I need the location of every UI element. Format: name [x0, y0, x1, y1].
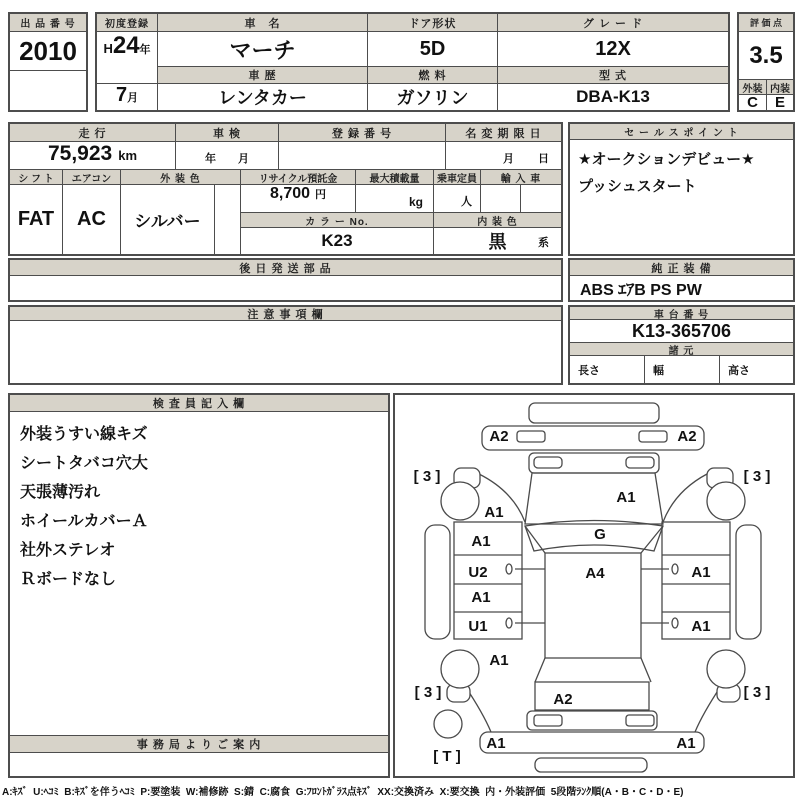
capacity-unit: 人 [461, 196, 472, 208]
model-value: DBA-K13 [497, 84, 728, 110]
equipment-value: ABS ｴｱB PS PW [580, 281, 702, 299]
spare-tire-code: [ T ] [433, 748, 461, 765]
inspector-note-line: 天張薄汚れ [20, 484, 101, 501]
office-content [10, 753, 388, 776]
dimension-width-label: 幅 [653, 364, 664, 377]
panel-code: A1 [489, 652, 509, 669]
caution-content [10, 321, 561, 383]
grade-value: 12X [497, 32, 728, 67]
shaken-value [175, 142, 278, 170]
first-reg-year [97, 32, 157, 84]
front-bumper-insert-left [517, 431, 545, 442]
front-bumper-insert-right [639, 431, 667, 442]
grade-label: グ レ ー ド [497, 14, 728, 32]
lot-number-value: 2010 [19, 35, 77, 66]
lot-number-box [8, 12, 88, 112]
name-change-month-suffix: 月 [503, 153, 514, 165]
first-reg-month-num: 7 [115, 84, 128, 106]
a-pillar-left [525, 526, 545, 553]
exterior-grade-value: C [747, 94, 758, 111]
first-reg-year-num: 24 [112, 32, 140, 59]
ext-color-sub-cell [214, 185, 240, 254]
model-label: 型 式 [497, 67, 728, 84]
inspector-note-line: シートタバコ穴大 [20, 455, 148, 472]
panel-code: G [594, 526, 606, 543]
dimension-height-label: 高さ [728, 364, 750, 377]
legend-text: A:ｷｽﾞ U:ﾍｺﾐ B:ｷｽﾞを伴うﾍｺﾐ P:要塗装 W:補修跡 S:錆 C:腐食 G:ﾌﾛﾝﾄｶﾞﾗｽ点ｷｽﾞ XX:交換済み X:要交換 内・外装評価 5段階ﾗﾝｸ順(A・B・C・D・E) [2, 787, 684, 798]
score-box [737, 12, 795, 112]
tire-depth-code: [ 3 ] [414, 684, 442, 701]
car-name-label: 車 名 [157, 14, 367, 32]
sales-point-line: ★オークションデビュー★ [578, 151, 755, 168]
panel-code: U1 [468, 618, 488, 635]
shift-value: FAT [17, 208, 55, 230]
history-label: 車 歴 [157, 67, 367, 84]
mileage-unit: km [118, 148, 138, 163]
import-cell-left [480, 185, 520, 213]
door-handle-left-rear [506, 618, 512, 628]
spec-table [8, 122, 563, 256]
capacity-value [433, 185, 480, 213]
dimension-width-cell [644, 356, 719, 383]
max-load-unit: kg [408, 195, 423, 209]
rear-lower-strip [535, 758, 647, 772]
history-value: レンタカー [157, 84, 367, 110]
recycle-value [240, 185, 355, 213]
door-handle-right-rear [672, 618, 678, 628]
inspector-label: 検 査 員 記 入 欄 [10, 395, 388, 412]
inspector-note-line: ホイールカバーＡ [20, 513, 148, 530]
fuel-label: 燃 料 [367, 67, 497, 84]
headlight-right [626, 457, 654, 468]
inspector-note-line: 社外ステレオ [20, 542, 116, 559]
tire-depth-code: [ 3 ] [743, 684, 771, 701]
fender-line-front-right [663, 474, 707, 522]
int-color-main: 黒 [488, 232, 507, 252]
panel-code: A2 [553, 691, 573, 708]
mileage-label: 走 行 [10, 124, 175, 142]
panel-code: A1 [471, 533, 491, 550]
panel-code: A1 [691, 618, 711, 635]
car-name-value: マーチ [157, 32, 367, 67]
name-change-label: 名 変 期 限 日 [445, 124, 561, 142]
interior-grade-value: E [766, 95, 793, 110]
capacity-label: 乗車定員 [433, 170, 480, 185]
ext-color-value: シルバー [120, 185, 214, 254]
first-reg-year-suffix: 年 [139, 44, 151, 56]
wheel-rear-right [707, 650, 745, 688]
headlight-bar [529, 453, 659, 473]
inspector-box [8, 393, 390, 778]
equipment-box [568, 258, 795, 302]
panel-code: A1 [471, 589, 491, 606]
caution-box [8, 305, 563, 385]
wheel-front-left [441, 482, 479, 520]
first-reg-month [97, 84, 157, 110]
hood-panel [525, 473, 663, 524]
panel-code: A2 [489, 428, 509, 445]
panel-code: A1 [486, 735, 506, 752]
first-reg-era: H [103, 41, 113, 56]
sales-point-line: プッシュスタート [578, 178, 697, 195]
reg-no-label: 登 録 番 号 [278, 124, 445, 142]
mileage-value [10, 142, 175, 170]
aircon-value: AC [62, 185, 120, 254]
dimension-length-cell [570, 356, 644, 383]
a-pillar-right [641, 526, 663, 553]
shaken-label: 車 検 [175, 124, 278, 142]
equipment-label: 純 正 装 備 [570, 260, 793, 276]
door-handle-left-front [506, 564, 512, 574]
ship-later-label: 後 日 発 送 部 品 [10, 260, 561, 276]
headlight-left [534, 457, 562, 468]
front-cowl-strip [529, 403, 659, 423]
score-label: 評 価 点 [739, 14, 793, 32]
reg-no-value [278, 142, 445, 170]
tire-depth-code: [ 3 ] [413, 468, 441, 485]
panel-code: A2 [677, 428, 697, 445]
spare-tire [434, 710, 462, 738]
rear-hatch [535, 682, 649, 710]
dimension-height-cell [719, 356, 793, 383]
panel-code: A1 [676, 735, 696, 752]
panel-code: U2 [468, 564, 488, 581]
first-reg-month-suffix: 月 [127, 92, 139, 104]
recycle-num: 8,700 [269, 185, 311, 202]
inspector-note-line: Ｒボードなし [20, 571, 117, 588]
name-change-day-suffix: 日 [538, 153, 549, 165]
shaken-month-suffix: 月 [238, 153, 249, 165]
ship-later-box [8, 258, 563, 302]
fuel-value: ガソリン [367, 84, 497, 110]
c-pillar-left [535, 658, 545, 682]
first-reg-label: 初度登録 [97, 14, 157, 32]
caution-label: 注 意 事 項 欄 [10, 307, 561, 321]
damage-diagram-box [393, 393, 795, 778]
import-label: 輸 入 車 [480, 170, 561, 185]
aircon-label: エアコン [62, 170, 120, 185]
panel-code: A1 [616, 489, 636, 506]
ext-color-label: 外 装 色 [120, 170, 240, 185]
taillight-right [626, 715, 654, 726]
max-load-value [355, 185, 433, 213]
vehicle-info-table [95, 12, 730, 112]
doors-value: 5D [367, 32, 497, 67]
rocker-rail-right [736, 525, 761, 639]
exterior-grade-label: 外装 [739, 80, 766, 95]
shift-label: シ フ ト [10, 170, 62, 185]
rear-bumper [480, 732, 704, 753]
import-cell-right [520, 185, 561, 213]
panel-code: A4 [585, 565, 605, 582]
color-no-value: K23 [240, 228, 433, 254]
shaken-year-suffix: 年 [205, 153, 216, 165]
front-bumper [482, 426, 704, 450]
score-value: 3.5 [739, 32, 793, 80]
name-change-value [445, 142, 561, 170]
c-pillar-right [641, 658, 651, 682]
sales-point-box [568, 122, 795, 256]
chassis-label: 車 台 番 号 [570, 307, 793, 320]
lot-number-label: 出 品 番 号 [10, 14, 86, 32]
inspector-notes [10, 412, 388, 732]
wheel-rear-left [441, 650, 479, 688]
tire-depth-code: [ 3 ] [743, 468, 771, 485]
recycle-label: リサイクル預託金 [240, 170, 355, 185]
max-load-label: 最大積載量 [355, 170, 433, 185]
color-no-label: カ ラ ー No. [240, 213, 433, 228]
dimension-length-label: 長さ [578, 364, 600, 377]
taillight-left [534, 715, 562, 726]
lot-number-divider [10, 70, 86, 71]
chassis-dims-box [568, 305, 795, 385]
sales-point-content [570, 140, 793, 254]
rocker-rail-left [425, 525, 450, 639]
int-color-suffix: 系 [538, 237, 549, 249]
taillight-bar [527, 711, 657, 730]
door-handle-right-front [672, 564, 678, 574]
panel-code: A1 [484, 504, 504, 521]
panel-code: A1 [691, 564, 711, 581]
office-label: 事 務 局 よ り ご 案 内 [10, 735, 388, 753]
wheel-front-right [707, 482, 745, 520]
ship-later-content [10, 276, 561, 300]
recycle-unit: 円 [315, 189, 327, 201]
int-color-value [433, 228, 561, 254]
sales-point-label: セ ー ル ス ポ イ ン ト [570, 124, 793, 140]
dimensions-label: 諸 元 [570, 343, 793, 356]
mileage-num: 75,923 [47, 142, 113, 165]
interior-grade-label: 内装 [766, 80, 793, 95]
doors-label: ドア形状 [367, 14, 497, 32]
int-color-label: 内 装 色 [433, 213, 561, 228]
chassis-value: K13-365706 [570, 320, 793, 343]
inspector-note-line: 外装うすい線キズ [20, 426, 148, 443]
car-diagram [395, 395, 793, 776]
